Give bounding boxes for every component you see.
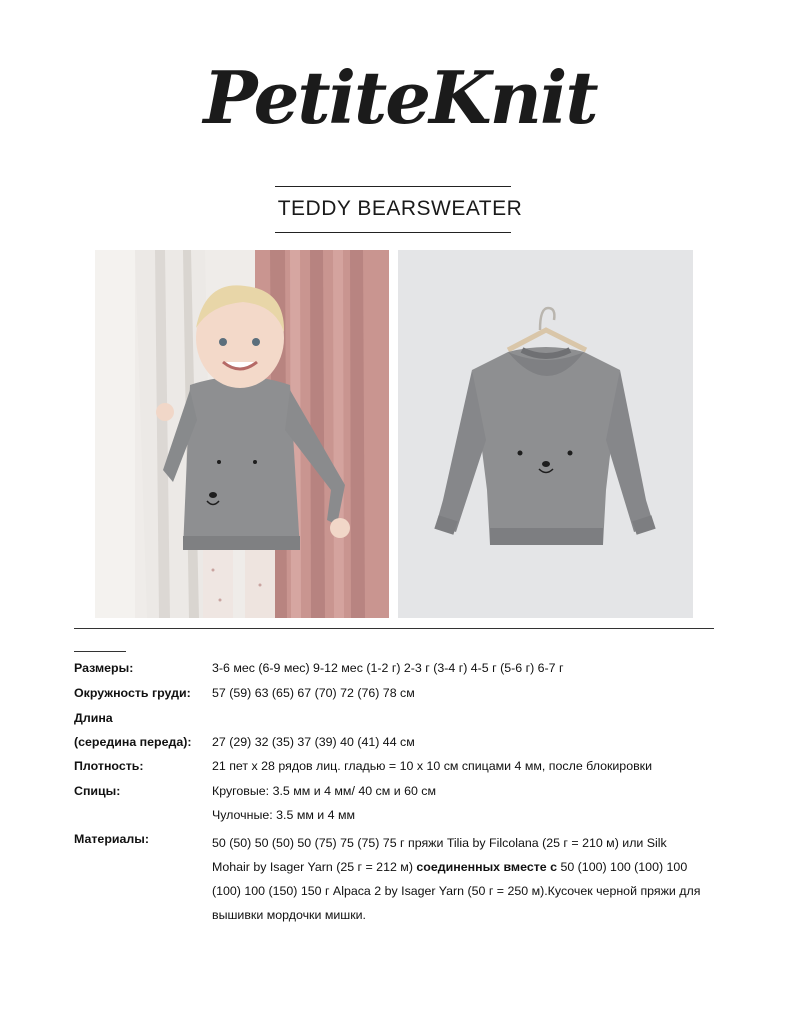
sizes-label: Размеры: bbox=[74, 661, 134, 675]
length-label-2: (середина переда): bbox=[74, 735, 192, 749]
gauge-value: 21 пет х 28 рядов лиц. гладью = 10 х 10 см спицами 4 мм, после блокировки bbox=[212, 759, 653, 773]
materials-value bbox=[212, 831, 707, 927]
materials-text-bold: соединенных вместе с bbox=[416, 860, 558, 874]
pattern-title: TEDDY BEARSWEATER bbox=[277, 197, 523, 220]
needles-label: Спицы: bbox=[74, 784, 121, 798]
chest-label: Окружность груди: bbox=[74, 686, 191, 700]
materials-text-1: 50 (50) 50 (50) 50 (75) 75 (75) 75 г пряжи Tilia by Filcolana (25 г = 210 м) или Silk Mohair by Isager Yarn (25 г = 212 м) bbox=[212, 836, 667, 874]
section-divider bbox=[74, 628, 714, 629]
title-rule-top bbox=[275, 186, 511, 187]
gauge-label: Плотность: bbox=[74, 759, 144, 773]
chest-value: 57 (59) 63 (65) 67 (70) 72 (76) 78 см bbox=[212, 686, 415, 700]
materials-label: Материалы: bbox=[74, 832, 149, 846]
photo-child-in-sweater bbox=[95, 250, 389, 618]
title-rule-bottom bbox=[275, 232, 511, 233]
needles-value-dpn: Чулочные: 3.5 мм и 4 мм bbox=[212, 808, 356, 822]
section-divider-short bbox=[74, 651, 126, 652]
needles-value-circular: Круговые: 3.5 мм и 4 мм/ 40 см и 60 см bbox=[212, 784, 437, 798]
brand-logo: PetiteKnit bbox=[203, 55, 597, 140]
length-label-1: Длина bbox=[74, 711, 113, 725]
length-value: 27 (29) 32 (35) 37 (39) 40 (41) 44 см bbox=[212, 735, 415, 749]
photo-sweater-on-hanger bbox=[398, 250, 693, 618]
sizes-value: 3-6 мес (6-9 мес) 9-12 мес (1-2 г) 2-3 г (3-4 г) 4-5 г (5-6 г) 6-7 г bbox=[212, 661, 564, 675]
materials-text-2: 50 (100) 100 (100) 100 (100) 100 (150) 150 г Alpaca 2 by Isager Yarn (50 г = 250 м).Кусочек черной пряжи для вышивки мордочки мишки. bbox=[212, 860, 701, 922]
